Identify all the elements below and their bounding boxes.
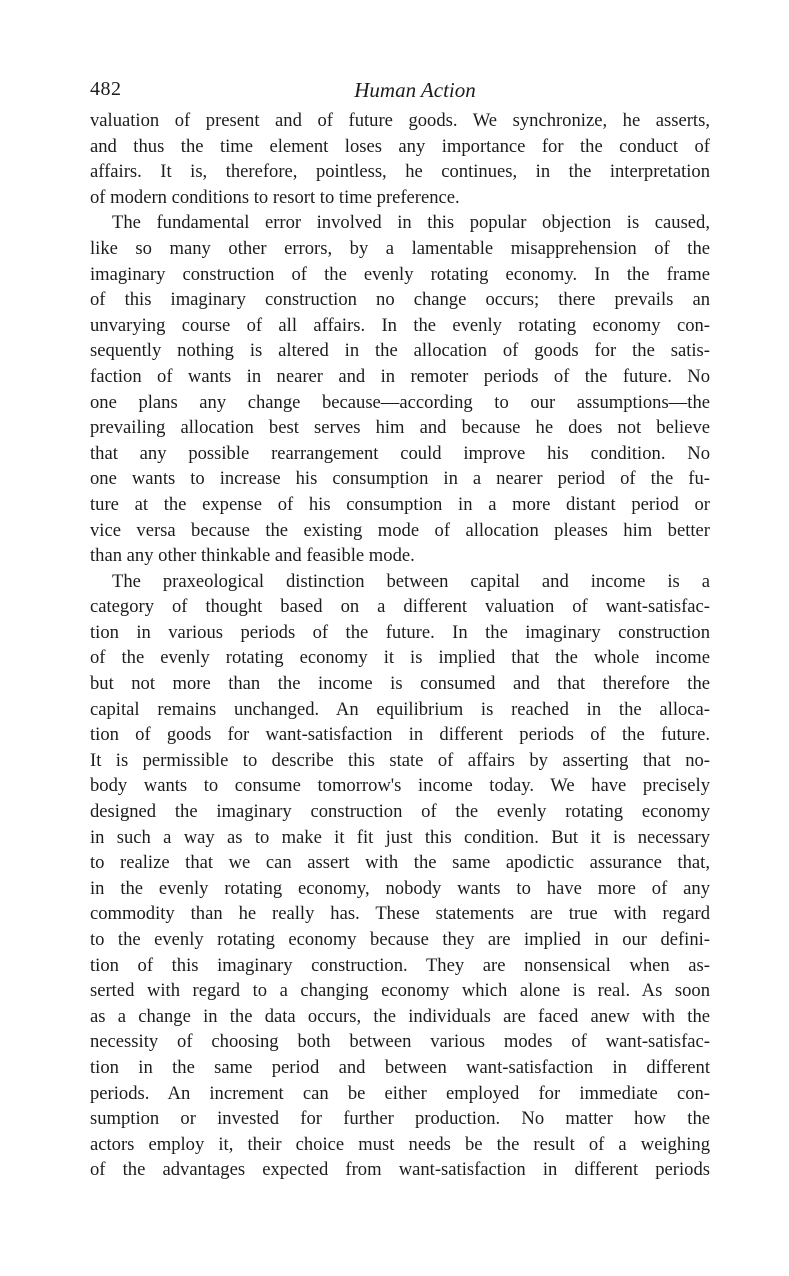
text-line: commodity than he really has. These statements are true with regard <box>90 903 710 925</box>
text-line: sequently nothing is altered in the allocation of goods for the satis- <box>90 340 710 362</box>
text-line: necessity of choosing both between various modes of want-satisfac- <box>90 1031 710 1053</box>
text-line: tion in various periods of the future. In the imaginary construction <box>90 621 710 643</box>
text-line: of this imaginary construction no change occurs; there prevails an <box>90 289 710 311</box>
text-line: tion of goods for want-satisfaction in different periods of the future. <box>90 724 710 746</box>
running-head <box>90 78 710 108</box>
text-line: The fundamental error involved in this popular objection is caused, <box>112 212 710 234</box>
text-line: designed the imaginary construction of the evenly rotating economy <box>90 801 710 823</box>
text-line: in such a way as to make it fit just this condition. But it is necessary <box>90 826 710 848</box>
text-line: but not more than the income is consumed and that therefore the <box>90 673 710 695</box>
text-line: body wants to consume tomorrow's income today. We have precisely <box>90 775 710 797</box>
text-line: one plans any change because—according to our assumptions—the <box>90 391 710 413</box>
text-line: periods. An increment can be either employed for immediate con- <box>90 1082 710 1104</box>
text-line: one wants to increase his consumption in a nearer period of the fu- <box>90 468 710 490</box>
text-line: of modern conditions to resort to time preference. <box>90 186 460 208</box>
text-line: prevailing allocation best serves him and because he does not believe <box>90 417 710 439</box>
body-text <box>90 108 710 1183</box>
text-line: and thus the time element loses any importance for the conduct of <box>90 135 710 157</box>
text-line: vice versa because the existing mode of allocation pleases him better <box>90 519 710 541</box>
text-line: valuation of present and of future goods. We synchronize, he asserts, <box>90 110 710 131</box>
text-line: as a change in the data occurs, the individuals are faced anew with the <box>90 1005 710 1027</box>
running-title: Human Action <box>354 78 476 102</box>
page-number: 482 <box>90 78 122 100</box>
text-line: tion in the same period and between want-satisfaction in different <box>90 1056 710 1078</box>
text-line: tion of this imaginary construction. They are nonsensical when as- <box>90 954 710 976</box>
text-line: unvarying course of all affairs. In the evenly rotating economy con- <box>90 314 710 336</box>
text-line: capital remains unchanged. An equilibrium is reached in the alloca- <box>90 698 710 720</box>
text-line: sumption or invested for further production. No matter how the <box>90 1108 710 1130</box>
text-line: The praxeological distinction between capital and income is a <box>112 570 710 592</box>
text-line: than any other thinkable and feasible mode. <box>90 545 415 567</box>
text-line: serted with regard to a changing economy which alone is real. As soon <box>90 980 710 1002</box>
text-line: of the advantages expected from want-satisfaction in different periods <box>90 1159 710 1181</box>
book-page <box>90 78 710 1183</box>
text-line: in the evenly rotating economy, nobody wants to have more of any <box>90 877 710 899</box>
text-line: to realize that we can assert with the same apodictic assurance that, <box>90 852 710 874</box>
text-line: faction of wants in nearer and in remoter periods of the future. No <box>90 365 710 387</box>
text-line: of the evenly rotating economy it is implied that the whole income <box>90 647 710 669</box>
text-line: that any possible rearrangement could improve his condition. No <box>90 442 710 464</box>
text-line: to the evenly rotating economy because they are implied in our defini- <box>90 929 710 950</box>
text-line: ture at the expense of his consumption in a more distant period or <box>90 493 710 515</box>
text-line: category of thought based on a different valuation of want-satisfac- <box>90 596 710 618</box>
paragraph <box>90 108 710 210</box>
text-line: like so many other errors, by a lamentable misapprehension of the <box>90 237 710 259</box>
paragraph <box>90 569 710 1183</box>
text-line: affairs. It is, therefore, pointless, he continues, in the interpretation <box>90 161 710 183</box>
text-line: It is permissible to describe this state of affairs by asserting that no- <box>90 749 710 771</box>
text-line: actors employ it, their choice must needs be the result of a weighing <box>90 1133 710 1155</box>
text-line: imaginary construction of the evenly rotating economy. In the frame <box>90 263 710 285</box>
paragraph <box>90 210 710 568</box>
